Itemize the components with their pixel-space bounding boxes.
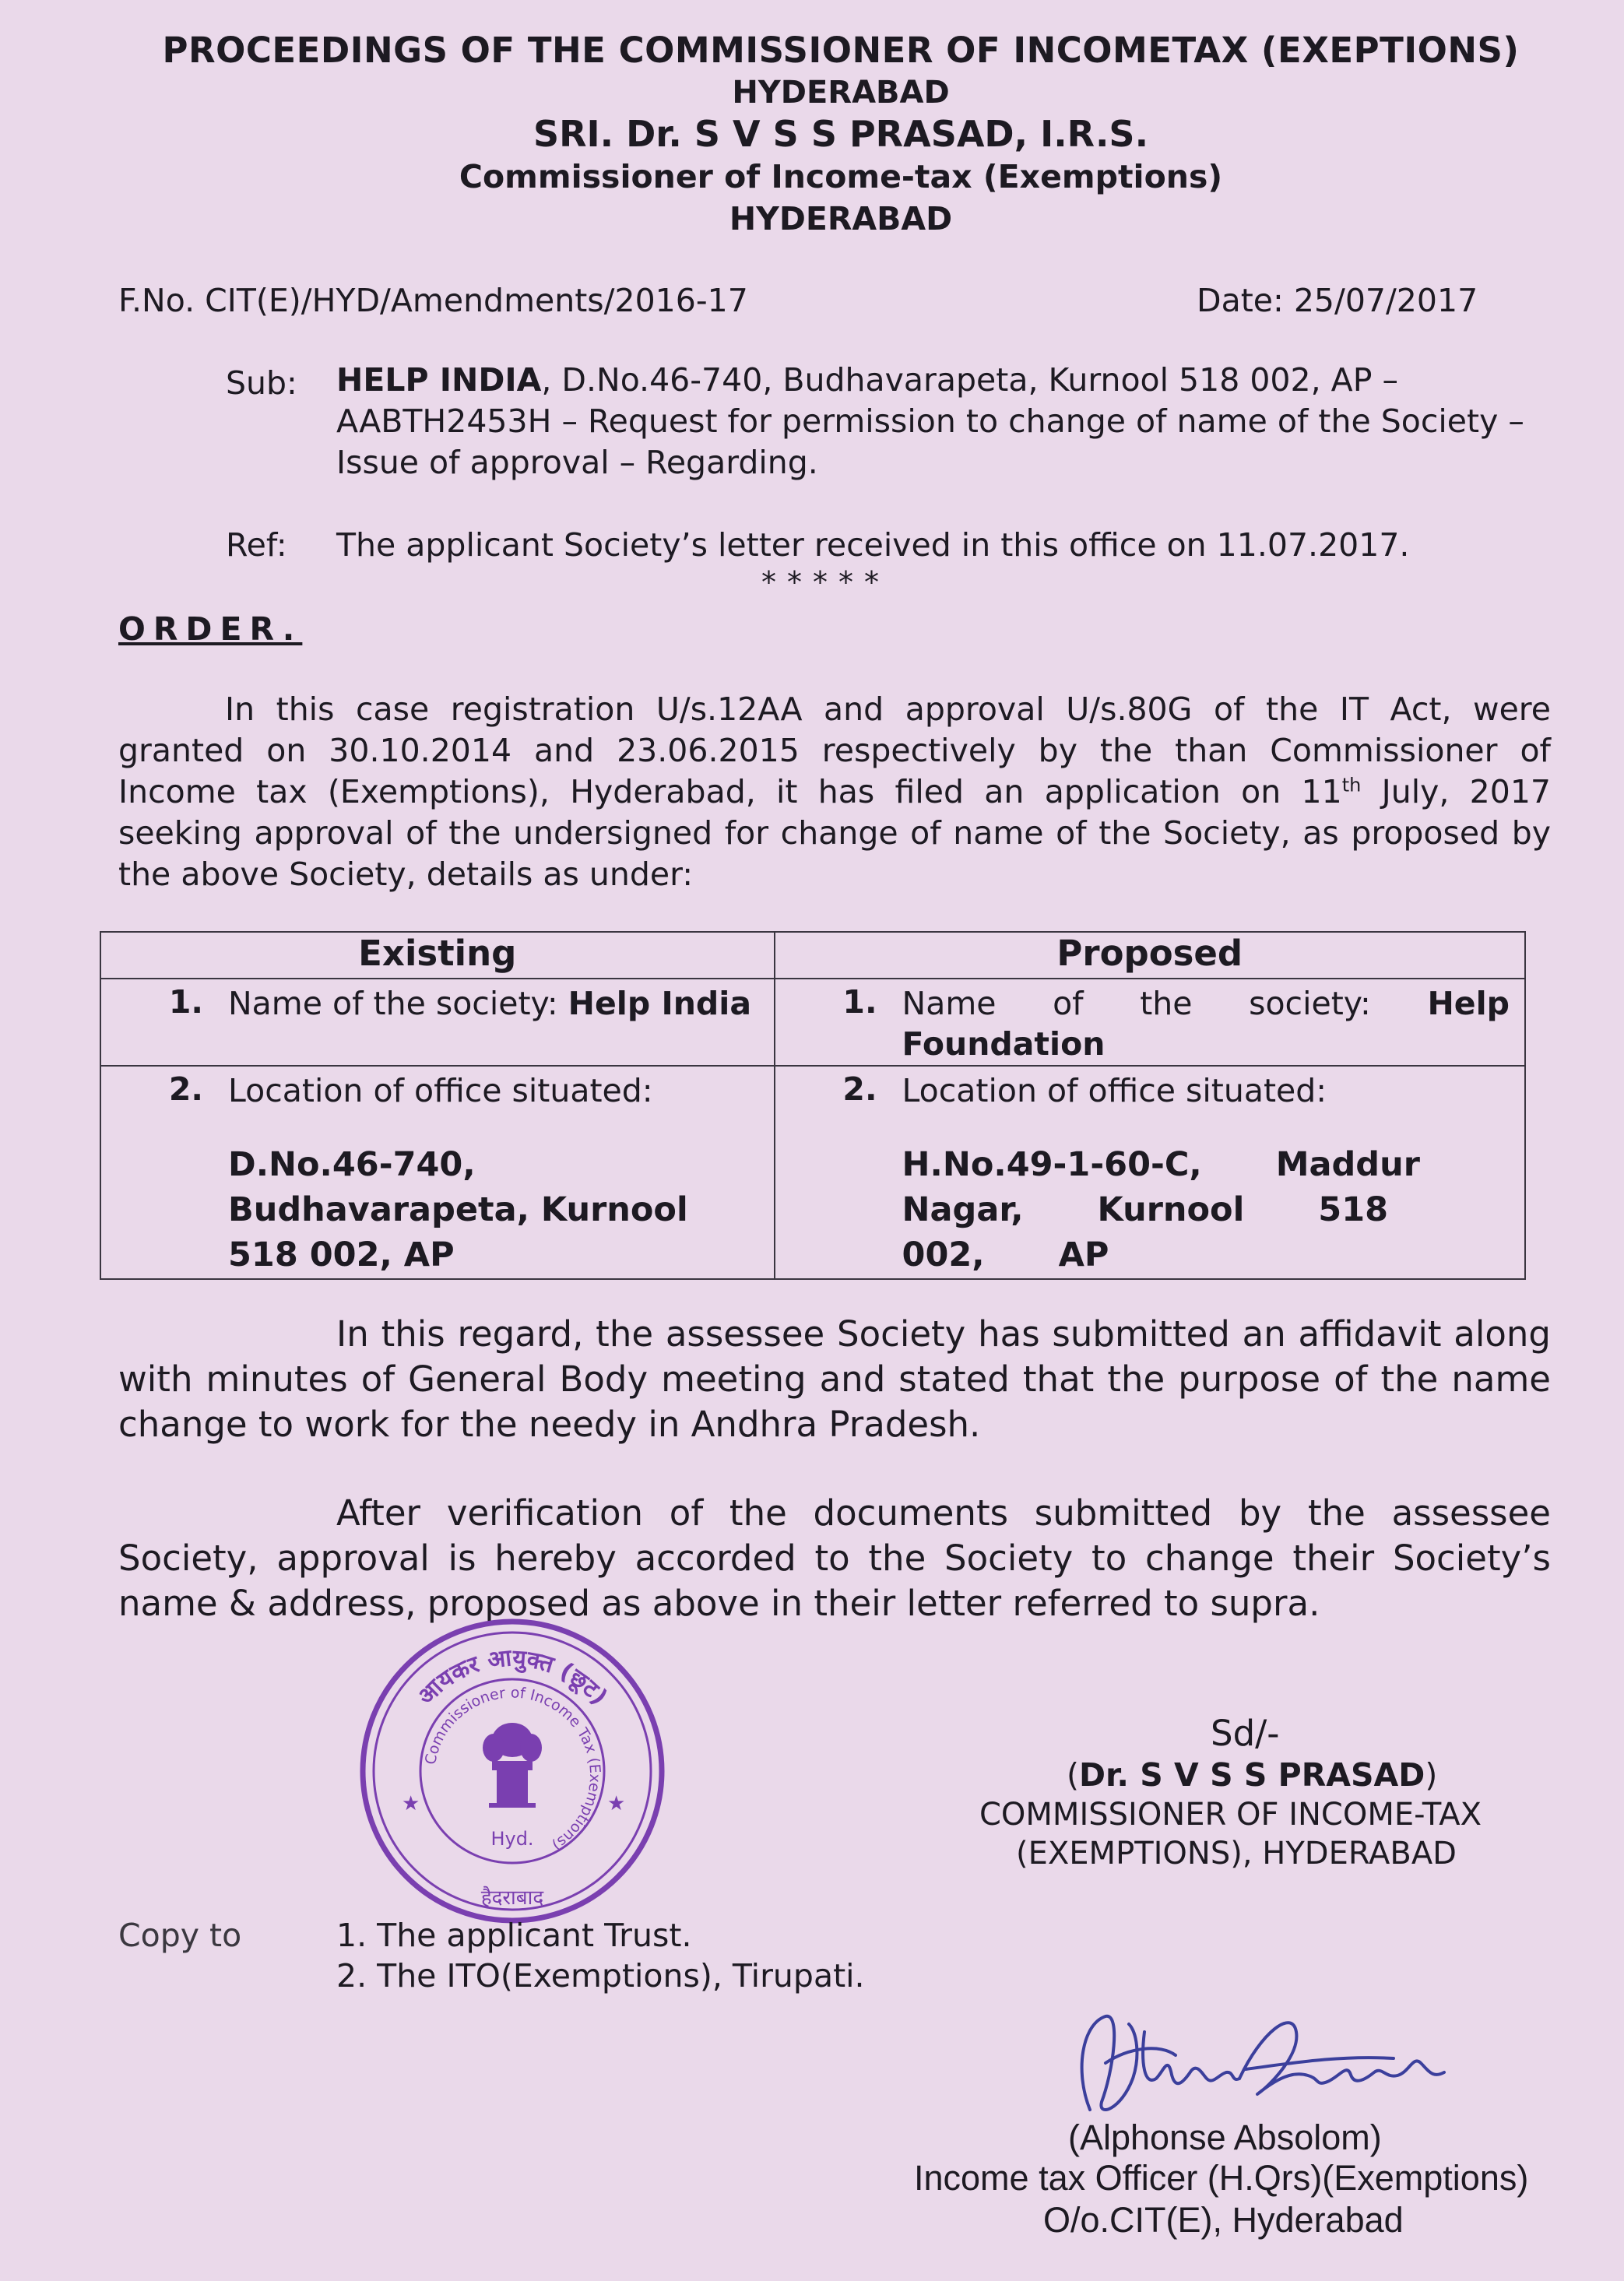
section-separator: *****: [761, 565, 890, 599]
row-number: 2.: [168, 1070, 203, 1108]
proposed-address: H.No.49-1-60-C, Maddur Nagar, Kurnool 518 002, AP: [902, 1145, 1420, 1274]
existing-location-label: Location of office situated:: [228, 1072, 653, 1109]
proposed-name-label: Name of the society:: [902, 985, 1428, 1022]
stamp-city: Hyd.: [490, 1828, 534, 1850]
table-row: [100, 979, 1525, 1066]
row-number: 1.: [168, 983, 203, 1021]
row-number: 2.: [842, 1070, 877, 1108]
cell-proposed-location: [775, 1066, 1525, 1279]
reference-label: Ref:: [226, 526, 287, 564]
order-paragraph-1: [118, 689, 1551, 895]
subject-society-name: HELP INDIA: [336, 361, 542, 399]
subject-details: , D.No.46-740, Budhavarapeta, Kurnool 518 002, AP – AABTH2453H – Request for permission to change of name of the Society – Issue of approval – Regarding.: [336, 361, 1524, 481]
cell-existing-location: [100, 1066, 775, 1279]
paren-open: (: [1067, 1756, 1079, 1794]
para1-text-cont: July, 2017 seeking approval of the undersigned for change of name of the Society, as proposed by the above Society, details as under:: [118, 773, 1552, 893]
list-item: 2. The ITO(Exemptions), Tirupati.: [336, 1957, 865, 1995]
stamp-bottom-text: हैदराबाद: [480, 1886, 544, 1910]
header-city-2: HYDERABAD: [729, 200, 953, 237]
commissioner-name: SRI. Dr. S V S S PRASAD, I.R.S.: [533, 113, 1149, 155]
table-row: [100, 1066, 1525, 1279]
attesting-officer-name: (Alphonse Absolom): [1068, 2118, 1382, 2157]
proceedings-title: PROCEEDINGS OF THE COMMISSIONER OF INCOMETAX (EXEPTIONS): [162, 30, 1520, 71]
document-date: Date: 25/07/2017: [1197, 282, 1478, 319]
name-change-table: [100, 931, 1526, 1280]
list-item: 1. The applicant Trust.: [336, 1917, 692, 1954]
proposed-location-label: Location of office situated:: [902, 1072, 1327, 1109]
signatory-title-2: (EXEMPTIONS), HYDERABAD: [1016, 1836, 1457, 1872]
reference-text: The applicant Society’s letter received in this office on 11.07.2017.: [336, 526, 1410, 564]
commissioner-designation: Commissioner of Income-tax (Exemptions): [459, 158, 1223, 195]
subject-label: Sub:: [226, 364, 297, 402]
cell-proposed-name: [775, 979, 1525, 1066]
header-existing: Existing: [100, 932, 775, 979]
copy-to-list: [336, 1915, 865, 1996]
proposed-name-value: Help Foundation: [902, 985, 1510, 1063]
sd-mark: Sd/-: [1211, 1713, 1280, 1754]
signatory-title-1: COMMISSIONER OF INCOME-TAX: [979, 1797, 1482, 1833]
cell-existing-name: [100, 979, 775, 1066]
national-emblem-icon: [483, 1723, 542, 1808]
signatory-name-text: Dr. S V S S PRASAD: [1079, 1756, 1425, 1794]
table-header-row: [100, 932, 1525, 979]
subject-text: [336, 360, 1551, 483]
stamp-star-icon: ★: [402, 1792, 420, 1815]
attesting-officer-title: Income tax Officer (H.Qrs)(Exemptions): [914, 2158, 1529, 2198]
existing-name-value: Help India: [568, 985, 751, 1022]
file-number: F.No. CIT(E)/HYD/Amendments/2016-17: [118, 282, 748, 319]
signatory-name: [1067, 1756, 1437, 1794]
handwritten-signature: [1059, 2001, 1464, 2133]
stamp-star-icon: ★: [607, 1792, 626, 1815]
official-seal-stamp: [349, 1611, 676, 1938]
stamp-ring-text: Commissioner of Income Tax (Exemptions): [421, 1684, 604, 1854]
order-paragraph-2: In this regard, the assessee Society has submitted an affidavit along with minutes of General Body meeting and stated that the purpose of the name change to work for the needy in Andhra Pradesh.: [118, 1313, 1551, 1445]
paren-close: ): [1425, 1756, 1438, 1794]
existing-name-label: Name of the society:: [228, 985, 568, 1022]
header-city: HYDERABAD: [732, 75, 950, 111]
header-proposed: Proposed: [775, 932, 1525, 979]
row-number: 1.: [842, 983, 877, 1021]
existing-address: D.No.46-740, Budhavarapeta, Kurnool 518 002, AP: [228, 1145, 688, 1274]
stamp-top-text: आयकर आयुक्त (छूट): [412, 1644, 613, 1711]
order-paragraph-3: After verification of the documents submitted by the assessee Society, approval is hereby accorded to the Society to change their Society’s name & address, proposed as above in their letter referred to supra.: [118, 1492, 1551, 1624]
para1-text: In this case registration U/s.12AA and approval U/s.80G of the IT Act, were granted on 30.10.2014 and 23.06.2015 respectively by the than Commissioner of Income tax (Exemptions), Hyderabad, it has filed an application on 11: [118, 691, 1551, 810]
copy-to-label: Copy to: [118, 1917, 242, 1954]
para1-superscript: th: [1341, 774, 1362, 796]
order-heading: ORDER.: [118, 610, 303, 648]
attesting-officer-office: O/o.CIT(E), Hyderabad: [1043, 2200, 1404, 2240]
